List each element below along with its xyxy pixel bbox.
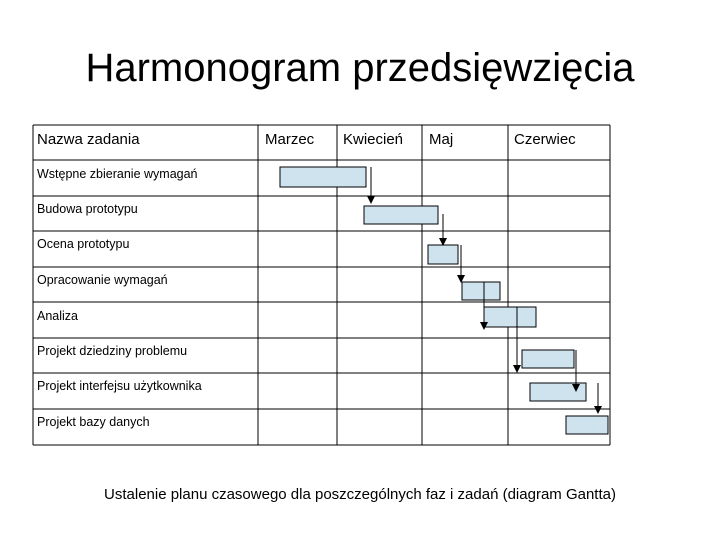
task-label-prototype-build: Budowa prototypu (37, 202, 138, 216)
task-label-domain-design: Projekt dziedziny problemu (37, 344, 188, 358)
task-label-ui-design: Projekt interfejsu użytkownika (37, 379, 202, 393)
task-bar-domain-design (522, 350, 574, 368)
task-bar-prototype-build (364, 206, 438, 224)
task-label-analysis: Analiza (37, 309, 78, 323)
task-label-database-design: Projekt bazy danych (37, 415, 150, 429)
month-header-march: Marzec (265, 131, 315, 148)
page-title: Harmonogram przedsięwzięcia (85, 46, 635, 90)
task-label-prototype-evaluation: Ocena prototypu (37, 237, 130, 251)
caption: Ustalenie planu czasowego dla poszczególnych faz i zadań (diagram Gantta) (104, 486, 616, 503)
task-bar-ui-design (530, 383, 586, 401)
task-bar-requirements-elaboration (462, 282, 500, 300)
task-name-header: Nazwa zadania (37, 131, 140, 148)
task-bar-prototype-evaluation (428, 245, 458, 264)
task-label-requirements-gathering: Wstępne zbieranie wymagań (37, 167, 198, 181)
month-header-june: Czerwiec (514, 131, 576, 148)
task-bar-requirements-gathering (280, 167, 366, 187)
task-bar-database-design (566, 416, 608, 434)
task-label-requirements-elaboration: Opracowanie wymagań (37, 273, 168, 287)
task-bar-analysis (484, 307, 536, 327)
month-header-april: Kwiecień (343, 131, 404, 148)
month-header-may: Maj (429, 131, 454, 148)
